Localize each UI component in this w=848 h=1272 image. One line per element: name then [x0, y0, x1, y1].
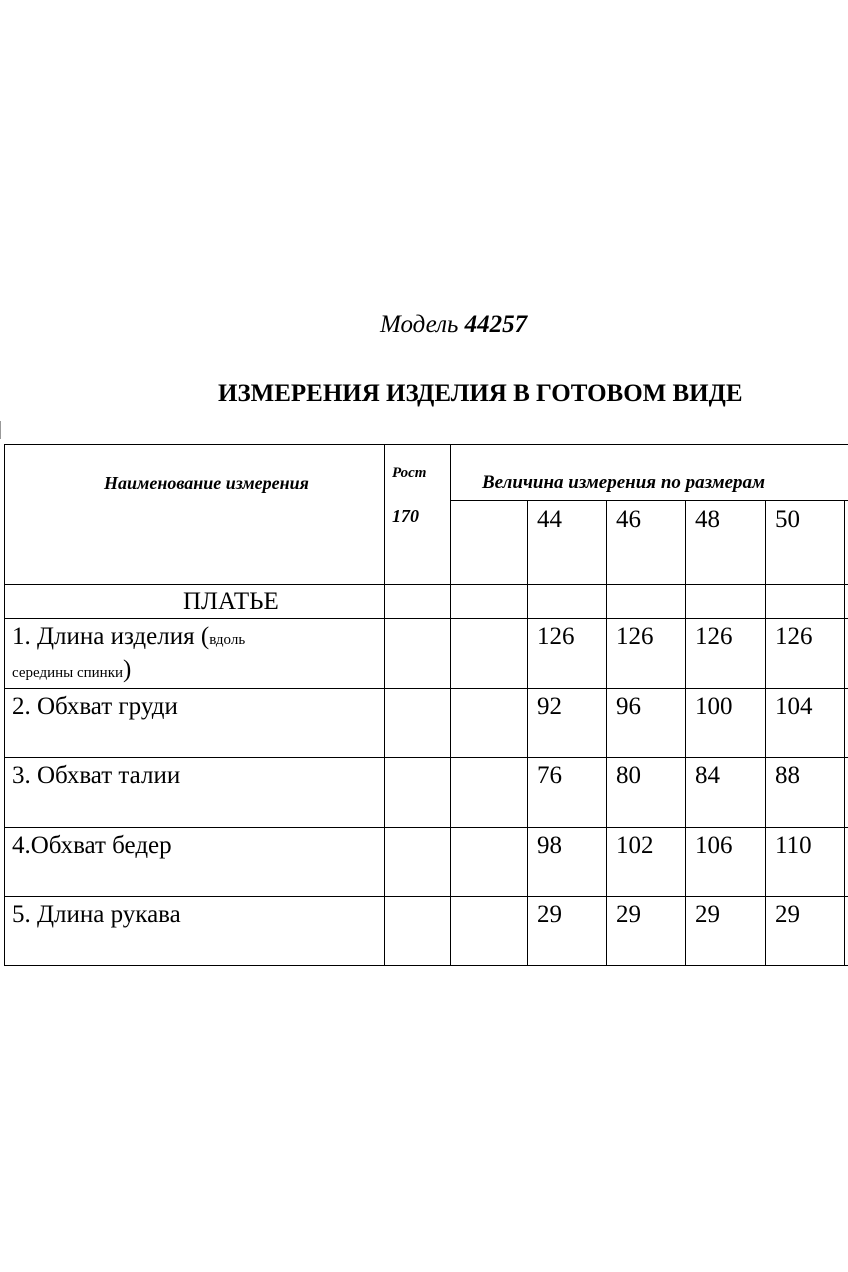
cell-value: 29: [537, 901, 562, 928]
table-col-divider: [450, 444, 451, 966]
table-row-divider: [4, 618, 848, 619]
table-col-divider: [844, 500, 845, 966]
table-border-bottom: [4, 965, 848, 966]
cell-value: 76: [537, 762, 562, 789]
header-name: Наименование измерения: [104, 473, 309, 493]
model-number: 44257: [464, 311, 528, 338]
header-height-label: Рост: [392, 465, 427, 481]
cell-value: 92: [537, 693, 562, 720]
row-name: [12, 623, 245, 651]
row-name: 3. Обхват талии: [12, 762, 181, 789]
table-header-divider: [450, 500, 848, 501]
cell-value: 29: [775, 901, 800, 928]
table-row-divider: [4, 827, 848, 828]
cell-value: 100: [695, 693, 733, 720]
table-border-top: [4, 444, 848, 445]
cell-value: 98: [537, 832, 562, 859]
cell-value: 110: [775, 832, 812, 859]
size-header: 50: [775, 506, 800, 533]
row-name-text: 1. Длина изделия (: [12, 623, 210, 650]
cell-value: 126: [616, 623, 654, 650]
row-name: 4.Обхват бедер: [12, 832, 172, 859]
row-name: 2. Обхват груди: [12, 693, 178, 720]
table-col-divider: [685, 500, 686, 966]
table-row-divider: [4, 688, 848, 689]
table-border-left: [4, 444, 5, 966]
table-col-divider: [606, 500, 607, 966]
model-label: Модель: [380, 311, 459, 338]
cell-value: 88: [775, 762, 800, 789]
section-label: ПЛАТЬЕ: [183, 588, 279, 615]
cell-value: 29: [695, 901, 720, 928]
table-col-divider: [765, 500, 766, 966]
table-row-divider: [4, 584, 848, 585]
header-height-value: 170: [392, 506, 419, 526]
cell-value: 104: [775, 693, 813, 720]
cell-value: 126: [695, 623, 733, 650]
row-name-close: ): [123, 656, 132, 683]
cell-value: 106: [695, 832, 733, 859]
document-title: ИЗМЕРЕНИЯ ИЗДЕЛИЯ В ГОТОВОМ ВИДЕ: [218, 380, 743, 407]
cell-value: 84: [695, 762, 720, 789]
table-row-divider: [4, 896, 848, 897]
table-row-divider: [4, 757, 848, 758]
row-name-note-2: середины спинки: [12, 665, 124, 681]
size-header: 48: [695, 506, 720, 533]
header-sizes-label: Величина измерения по размерам: [482, 472, 766, 493]
table-col-divider: [527, 500, 528, 966]
row-name-line2: [12, 656, 131, 684]
table-col-divider: [384, 444, 385, 966]
size-header: 46: [616, 506, 641, 533]
cell-value: 102: [616, 832, 654, 859]
cell-value: 29: [616, 901, 641, 928]
size-header: 44: [537, 506, 562, 533]
cell-value: 80: [616, 762, 641, 789]
row-name: 5. Длина рукава: [12, 901, 181, 928]
cell-value: 126: [537, 623, 575, 650]
cell-value: 126: [775, 623, 813, 650]
cell-value: 96: [616, 693, 641, 720]
row-name-note: вдоль: [209, 632, 246, 648]
